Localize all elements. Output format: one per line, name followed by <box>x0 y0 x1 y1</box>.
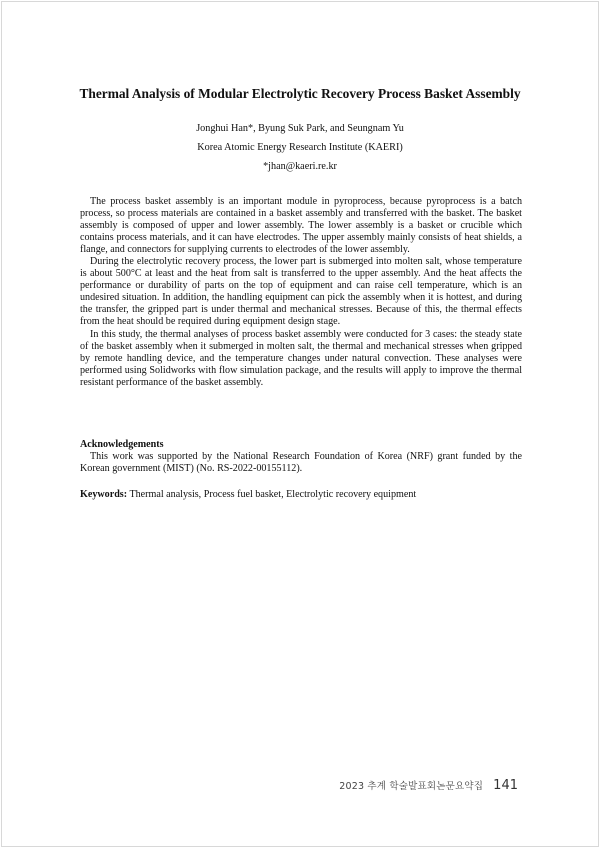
keywords-line <box>80 489 522 501</box>
page-number: 141 <box>493 778 518 793</box>
paragraph-1: The process basket assembly is an important module in pyroprocess, because pyroprocess is a batch process, so process materials are contained in a basket assembly and transferred with the basket. The basket assembly is composed of upper and lower assembly. The lower assembly is a basket or crucible which contains process materials, and it can have electrodes. The upper assembly mainly consists of heat shields, a flange, and connectors for supplying currents to electrodes of the lower assembly. <box>80 196 522 256</box>
acknowledgements-text: This work was supported by the National Research Foundation of Korea (NRF) grant funded by the Korean government (MIST) (No. RS-2022-00155112). <box>80 451 522 475</box>
abstract-body <box>80 196 522 389</box>
proceedings-label: 2023 추계 학술발표회논문요약집 <box>339 781 484 792</box>
acknowledgements-section <box>80 439 522 475</box>
acknowledgements-heading: Acknowledgements <box>80 439 164 450</box>
affiliation: Korea Atomic Energy Research Institute (KAERI) <box>197 142 403 153</box>
author-list: Jonghui Han*, Byung Suk Park, and Seungnam Yu <box>196 123 404 134</box>
page-footer <box>339 778 518 793</box>
paper-title: Thermal Analysis of Modular Electrolytic Recovery Process Basket Assembly <box>79 86 521 101</box>
keywords-text: Thermal analysis, Process fuel basket, Electrolytic recovery equipment <box>129 489 417 500</box>
keywords-label: Keywords: <box>80 489 128 500</box>
corresponding-email: *jhan@kaeri.re.kr <box>263 161 337 172</box>
paragraph-3: In this study, the thermal analyses of process basket assembly were conducted for 3 cases: the steady state of the basket assembly when it submerged in molten salt, the thermal and mechanical stresses when gripped by remote handling device, and the temperature changes under natural convection. These analyses were performed using Solidworks with flow simulation package, and the results will apply to improve the thermal resistant performance of the basket assembly. <box>80 328 522 388</box>
paragraph-2: During the electrolytic recovery process, the lower part is submerged into molten salt, whose temperature is about 500°C at least and the heat from salt is transferred to the upper assembly. And the heat affects the performance or durability of parts on the top of equipment and can raise cell temperature, which is an undesired situation. In addition, the handling equipment can pick the assembly when it is hottest, and during the transfer, the gripped part is under thermal and mechanical stresses. Because of this, the thermal effects from the heat should be required during equipment design stage. <box>80 256 522 328</box>
